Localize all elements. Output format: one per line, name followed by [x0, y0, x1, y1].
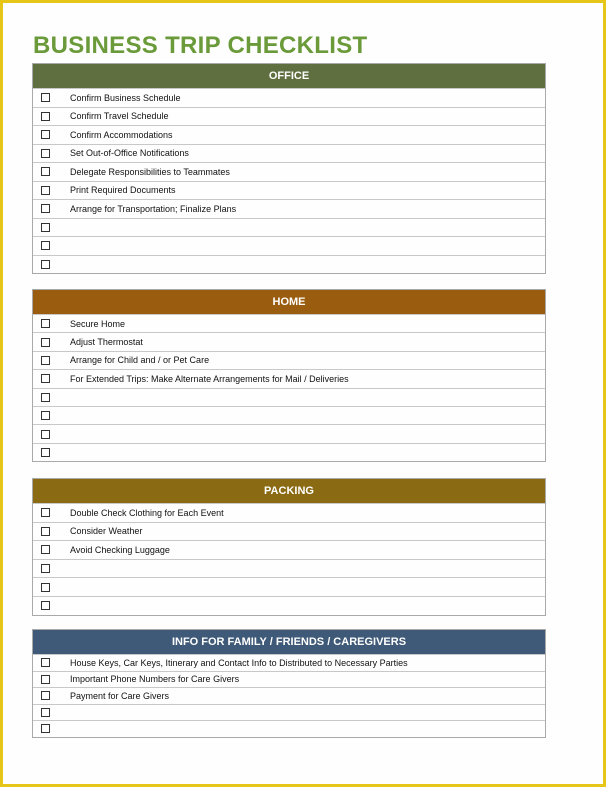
checkbox[interactable] [41, 93, 50, 102]
checkbox[interactable] [41, 601, 50, 610]
checklist-row [33, 314, 545, 332]
page-title: BUSINESS TRIP CHECKLIST [33, 32, 368, 59]
checklist-row [33, 704, 545, 721]
checklist-item-label: For Extended Trips: Make Alternate Arrangements for Mail / Deliveries [70, 373, 349, 384]
checklist-row [33, 720, 545, 737]
checklist-row [33, 654, 545, 671]
checkbox[interactable] [41, 186, 50, 195]
checkbox[interactable] [41, 508, 50, 517]
checklist-row [33, 424, 545, 442]
checkbox[interactable] [41, 338, 50, 347]
checklist-row [33, 218, 545, 237]
checkbox[interactable] [41, 675, 50, 684]
checklist-item-label: Arrange for Child and / or Pet Care [70, 355, 210, 366]
checklist-row [33, 559, 545, 578]
checkbox[interactable] [41, 430, 50, 439]
checklist-row [33, 332, 545, 350]
section-heading-office: OFFICE [33, 64, 545, 88]
checkbox[interactable] [41, 319, 50, 328]
section-home [32, 289, 546, 462]
checklist-row [33, 351, 545, 369]
checkbox[interactable] [41, 223, 50, 232]
checklist-row [33, 125, 545, 144]
checklist-item-label: Double Check Clothing for Each Event [70, 507, 224, 518]
checklist-item-label: Set Out-of-Office Notifications [70, 148, 189, 159]
section-heading-info: INFO FOR FAMILY / FRIENDS / CAREGIVERS [33, 630, 545, 654]
checkbox[interactable] [41, 149, 50, 158]
checkbox[interactable] [41, 708, 50, 717]
checkbox[interactable] [41, 583, 50, 592]
checklist-row [33, 596, 545, 615]
section-office [32, 63, 546, 274]
checklist-item-label: Arrange for Transportation; Finalize Plans [70, 203, 237, 214]
checklist-row [33, 144, 545, 163]
checklist-item-label: Print Required Documents [70, 185, 176, 196]
checklist-row [33, 443, 545, 461]
checkbox[interactable] [41, 564, 50, 573]
checkbox[interactable] [41, 112, 50, 121]
section-packing [32, 478, 546, 616]
checkbox[interactable] [41, 691, 50, 700]
checkbox[interactable] [41, 241, 50, 250]
checkbox[interactable] [41, 393, 50, 402]
checkbox[interactable] [41, 374, 50, 383]
checklist-item-label: Confirm Travel Schedule [70, 111, 169, 122]
checklist-row [33, 671, 545, 688]
section-heading-home: HOME [33, 290, 545, 314]
checklist-row [33, 255, 545, 274]
checklist-row [33, 107, 545, 126]
checklist-item-label: Adjust Thermostat [70, 337, 143, 348]
checklist-row [33, 577, 545, 596]
checklist-row [33, 181, 545, 200]
checklist-row [33, 522, 545, 541]
checkbox[interactable] [41, 260, 50, 269]
section-heading-packing: PACKING [33, 479, 545, 503]
checkbox[interactable] [41, 204, 50, 213]
checklist-row [33, 236, 545, 255]
checklist-item-label: Avoid Checking Luggage [70, 544, 170, 555]
checkbox[interactable] [41, 130, 50, 139]
checklist-item-label: Payment for Care Givers [70, 690, 170, 701]
checklist-item-label: Delegate Responsibilities to Teammates [70, 166, 230, 177]
checkbox[interactable] [41, 724, 50, 733]
checkbox[interactable] [41, 356, 50, 365]
checklist-row [33, 406, 545, 424]
checklist-row [33, 88, 545, 107]
checklist-item-label: Important Phone Numbers for Care Givers [70, 674, 240, 685]
checkbox[interactable] [41, 658, 50, 667]
checkbox[interactable] [41, 527, 50, 536]
checklist-row [33, 388, 545, 406]
checklist-row [33, 540, 545, 559]
section-info [32, 629, 546, 738]
checkbox[interactable] [41, 167, 50, 176]
checklist-item-label: Confirm Accommodations [70, 129, 173, 140]
checklist-row [33, 199, 545, 218]
checklist-row [33, 503, 545, 522]
checkbox[interactable] [41, 545, 50, 554]
checkbox[interactable] [41, 448, 50, 457]
checklist-row [33, 162, 545, 181]
checklist-item-label: Consider Weather [70, 526, 143, 537]
checklist-item-label: Confirm Business Schedule [70, 92, 181, 103]
checkbox[interactable] [41, 411, 50, 420]
checklist-item-label: House Keys, Car Keys, Itinerary and Contact Info to Distributed to Necessary Parties [70, 657, 408, 668]
checklist-row [33, 687, 545, 704]
checklist-item-label: Secure Home [70, 318, 126, 329]
checklist-row [33, 369, 545, 387]
